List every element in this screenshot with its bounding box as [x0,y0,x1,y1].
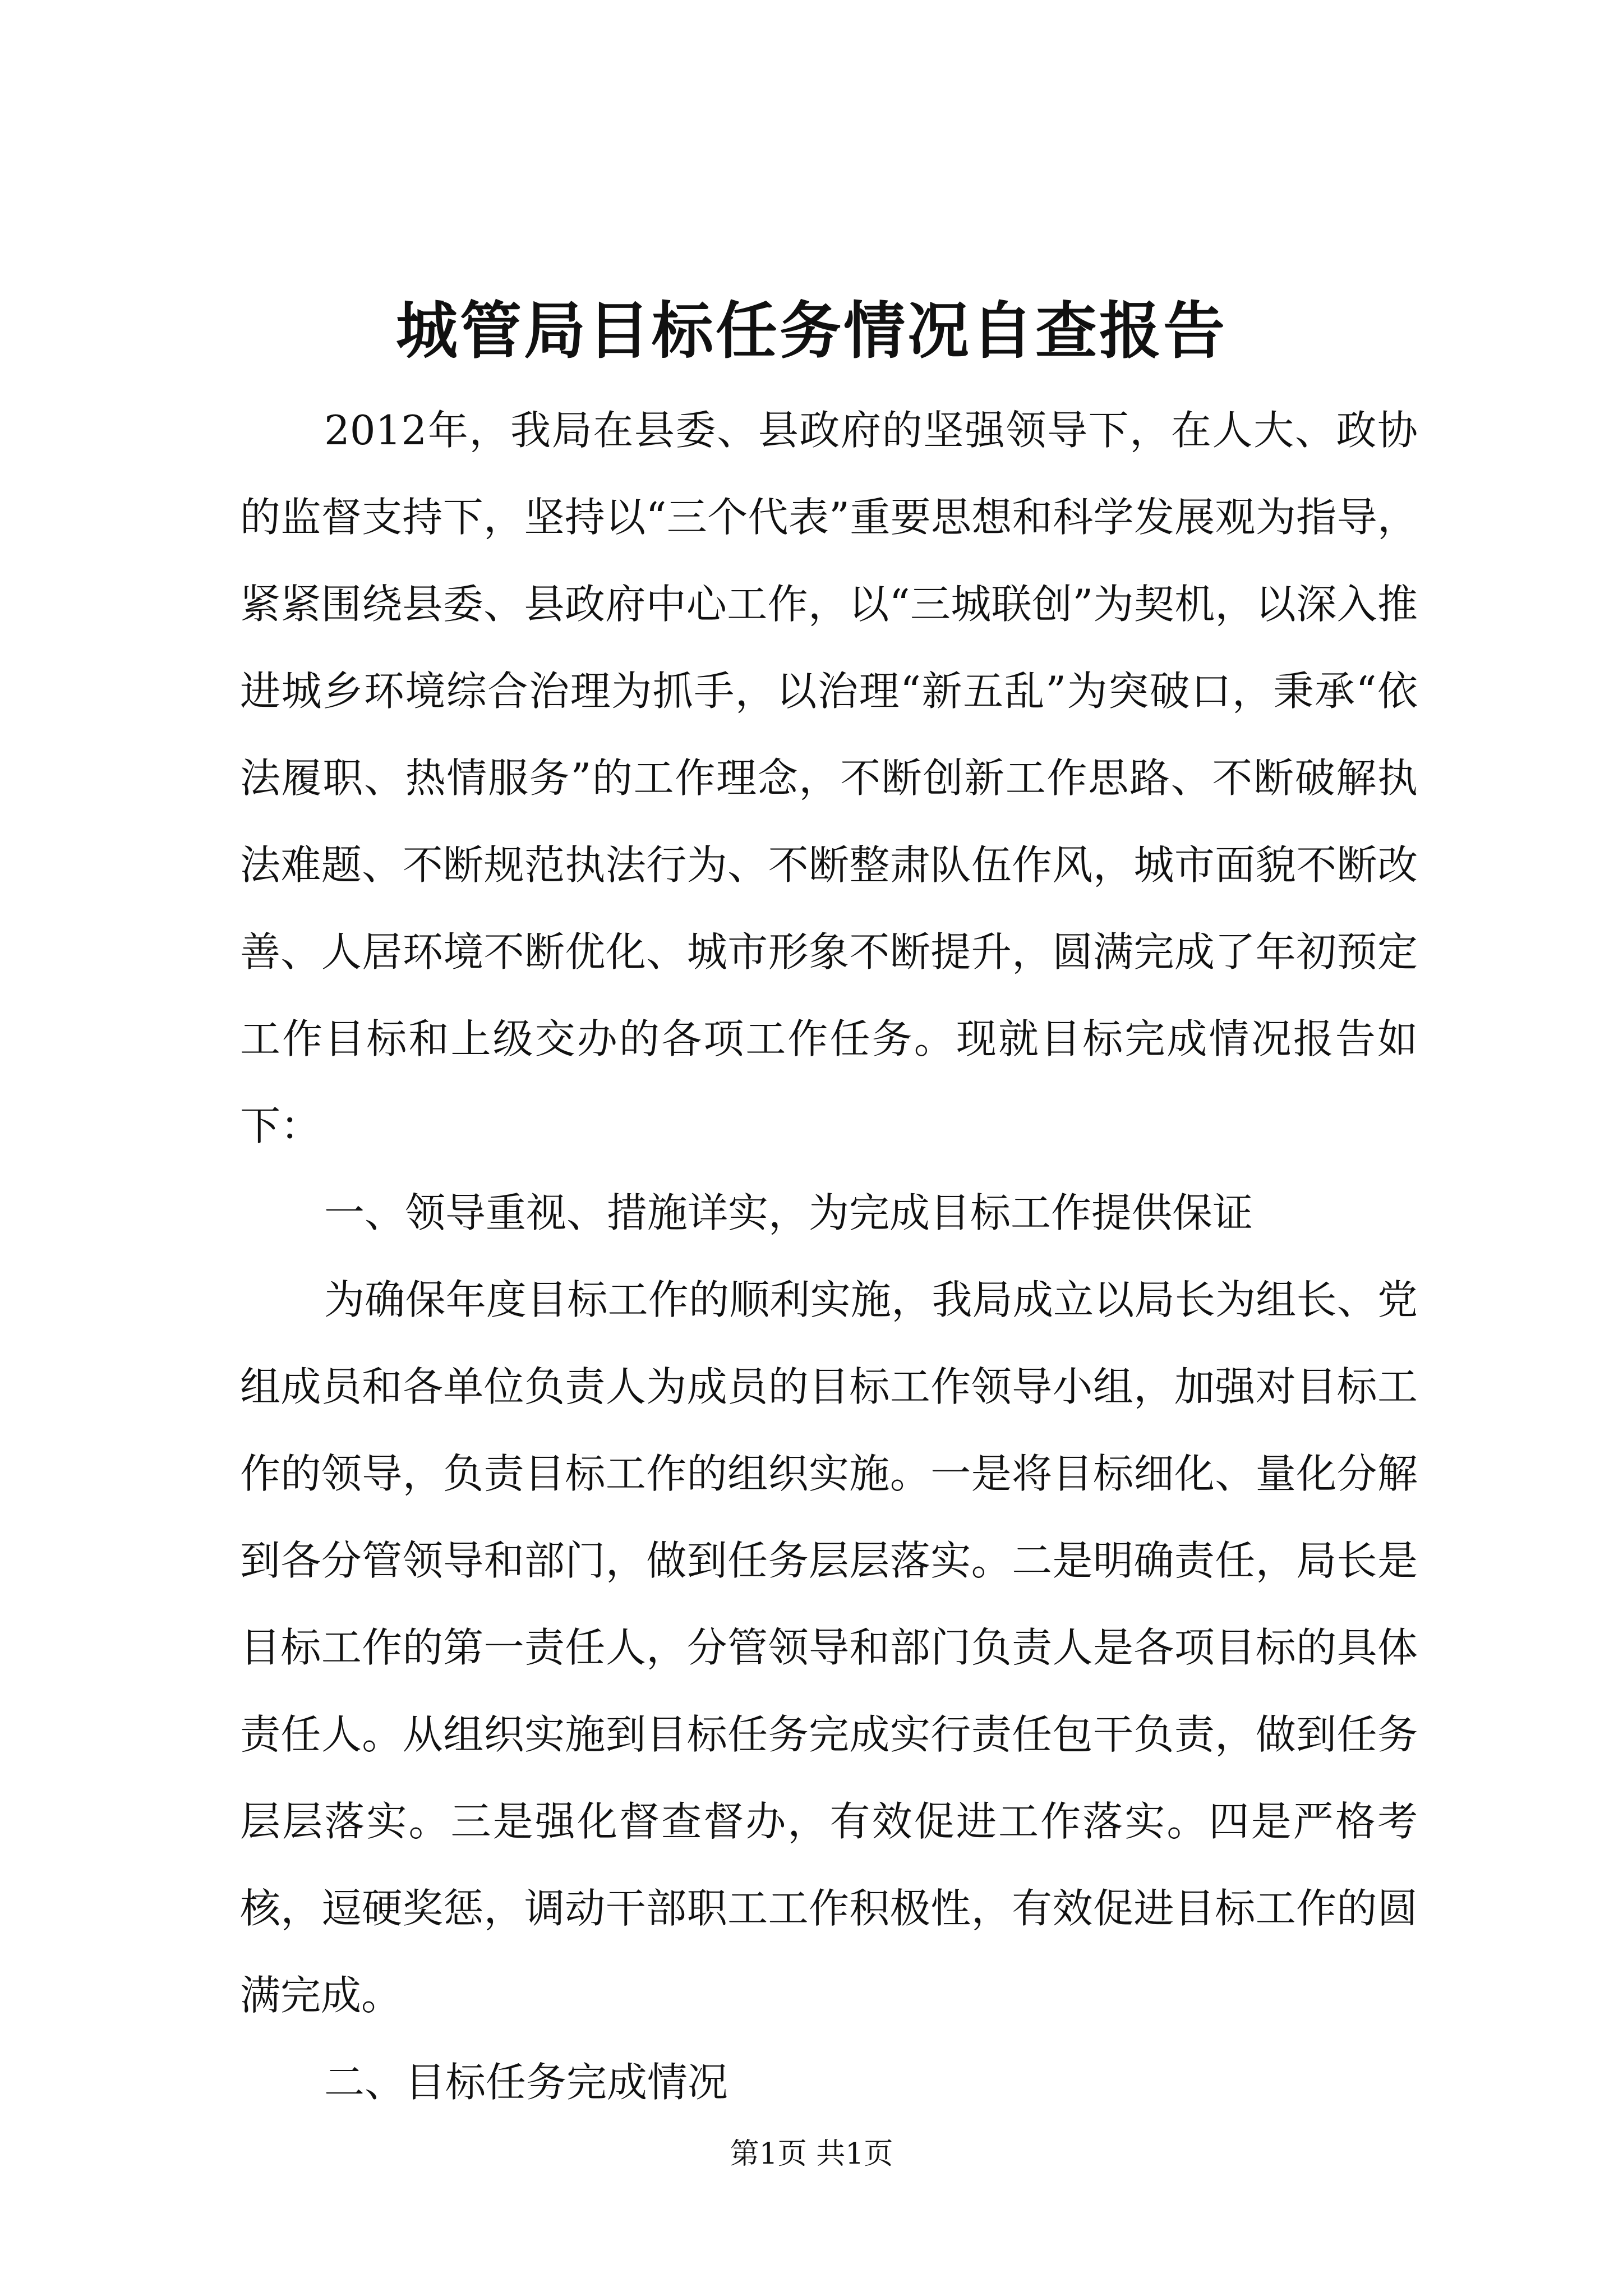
paragraph-intro: 2012年，我局在县委、县政府的坚强领导下，在人大、政协的监督支持下，坚持以“三个代表”重要思想和科学发展观为指导，紧紧围绕县委、县政府中心工作，以“三城联创”为契机，以深入推进城乡环境综合治理为抓手，以治理“新五乱”为突破口，秉承“依法履职、热情服务”的工作理念，不断创新工作思路、不断破解执法难题、不断规范执法行为、不断整肃队伍作风，城市面貌不断改善、人居环境不断优化、城市形象不断提升，圆满完成了年初预定工作目标和上级交办的各项工作任务。现就目标完成情况报告如下： [240,407,1418,1149]
paragraph-section-1: 为确保年度目标工作的顺利实施，我局成立以局长为组长、党组成员和各单位负责人为成员的目标工作领导小组，加强对目标工作的领导，负责目标工作的组织实施。一是将目标细化、量化分解到各分管领导和部门，做到任务层层落实。二是明确责任，局长是目标工作的第一责任人，分管领导和部门负责人是各项目标的具体责任人。从组织实施到目标任务完成实行责任包干负责，做到任务层层落实。三是强化督查督办，有效促进工作落实。四是严格考核，逗硬奖惩，调动干部职工工作积极性，有效促进目标工作的圆满完成。 [240,1276,1418,2019]
document-body [240,387,1418,2126]
document-title: 城管局目标任务情况自查报告 [396,295,1227,367]
page-footer: 第1页 共1页 [730,2137,893,2171]
section-heading-2: 二、目标任务完成情况 [324,2059,728,2106]
section-heading-1: 一、领导重视、措施详实，为完成目标工作提供保证 [324,1189,1253,1236]
